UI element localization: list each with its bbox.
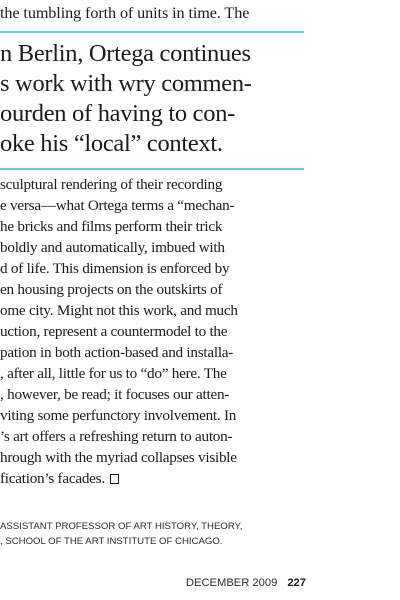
pull-quote-line: ourden of having to con- [0, 100, 236, 127]
body-text-line: uction, represent a countermodel to the [0, 323, 228, 340]
end-mark-icon [110, 474, 119, 484]
body-text-line: he bricks and films perform their trick [0, 218, 223, 235]
body-text-last-line [0, 470, 119, 488]
body-text-line: ome city. Might not this work, and much [0, 302, 238, 319]
pull-quote-bottom-rule [0, 168, 304, 170]
body-text-line: viting some perfunctory involvement. In [0, 407, 237, 424]
author-bio-line: , SCHOOL OF THE ART INSTITUTE OF CHICAGO. [0, 536, 223, 547]
author-bio-line: ASSISTANT PROFESSOR OF ART HISTORY, THEORY, [0, 521, 243, 532]
body-text-line: e versa—what Ortega terms a “mechan- [0, 197, 235, 214]
body-text-line: , however, be read; it focuses our atten- [0, 386, 230, 403]
page-footer [186, 577, 306, 589]
body-text-top-line: the tumbling forth of units in time. The [0, 4, 250, 22]
issue-date: DECEMBER 2009 [185, 577, 278, 589]
body-text-line: ’s art offers a refreshing return to auton- [0, 428, 233, 445]
body-text-line: , after all, little for us to “do” here. The [0, 365, 227, 382]
pull-quote-line: s work with wry commen- [0, 70, 252, 97]
body-text-line: sculptural rendering of their recording [0, 176, 223, 193]
body-text-line: hrough with the myriad collapses visible [0, 449, 237, 466]
body-text-line: pation in both action-based and installa- [0, 344, 234, 361]
body-text-line: d of life. This dimension is enforced by [0, 260, 230, 277]
body-text-line: fication’s facades. [0, 470, 105, 487]
pull-quote-line: oke his “local” context. [0, 130, 223, 157]
body-text-line: en housing projects on the outskirts of [0, 281, 223, 298]
page-margin [310, 0, 400, 600]
pull-quote-top-rule [0, 31, 304, 33]
pull-quote-line: n Berlin, Ortega continues [0, 40, 251, 67]
body-text-line: boldly and automatically, imbued with [0, 239, 225, 256]
page-number: 227 [287, 577, 306, 589]
